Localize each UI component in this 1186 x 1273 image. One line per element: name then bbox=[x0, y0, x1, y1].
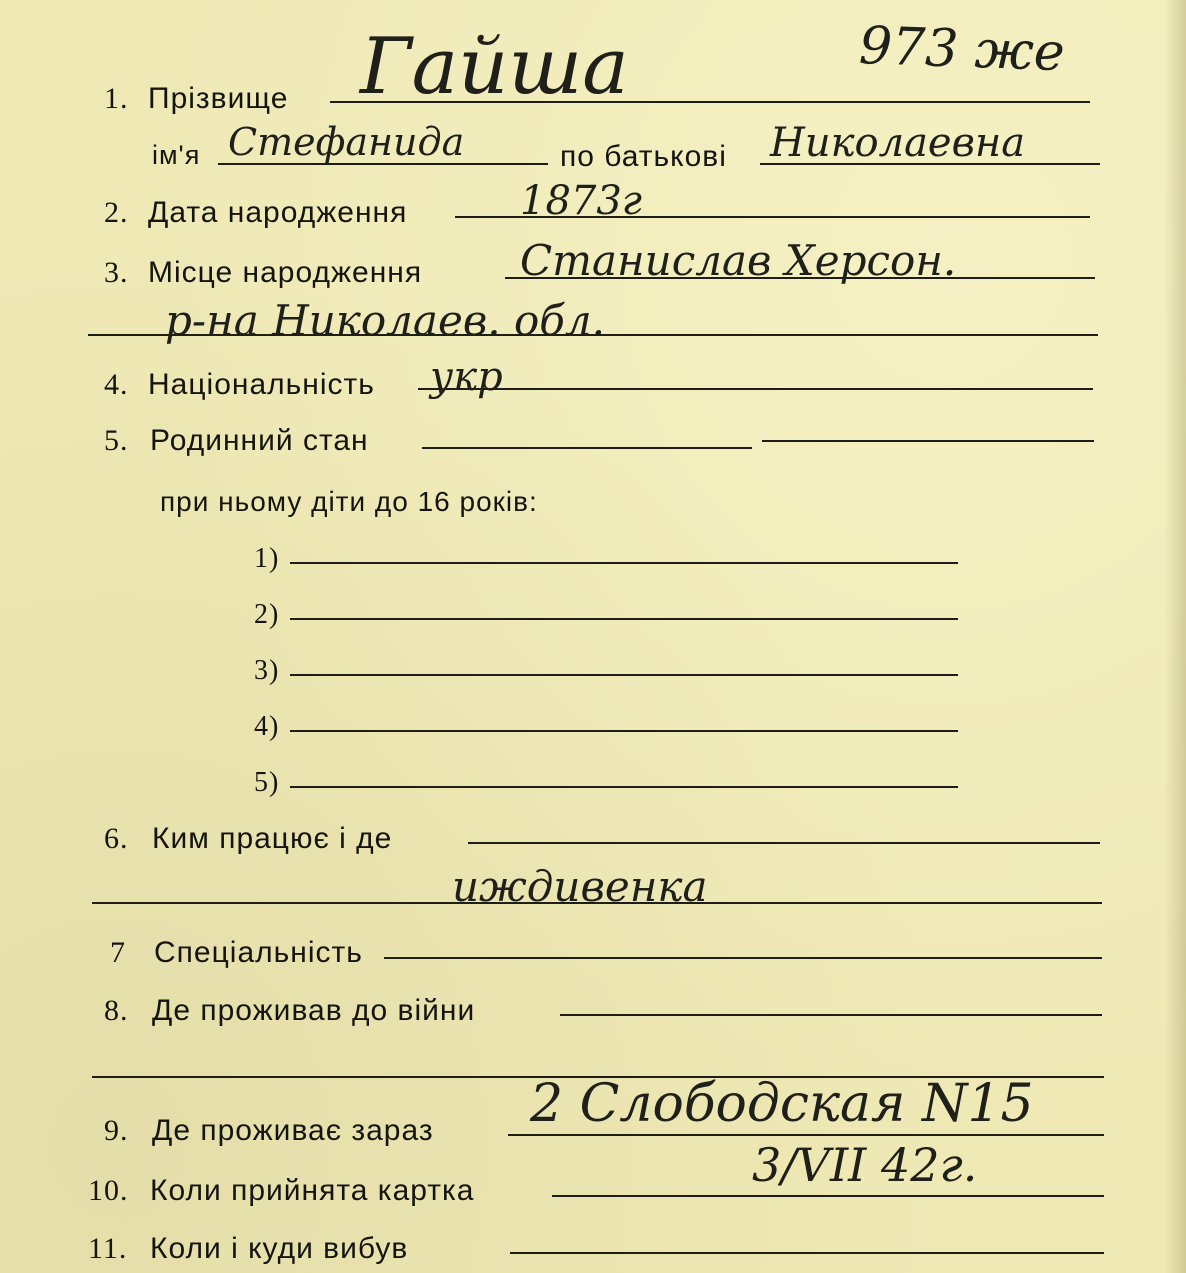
field-11-line bbox=[510, 1252, 1104, 1254]
field-4-line bbox=[418, 388, 1093, 390]
child-2-number: 2) bbox=[254, 599, 280, 630]
field-6-number: 6. bbox=[104, 822, 129, 855]
field-6-line-2 bbox=[92, 902, 1102, 904]
field-5-label: Родинний стан bbox=[150, 424, 369, 457]
field-3-value-line2: р-на Николаев. обл. bbox=[165, 296, 605, 345]
field-4-value: укр bbox=[430, 354, 503, 400]
child-3-line bbox=[290, 674, 958, 676]
field-9-number: 9. bbox=[104, 1114, 129, 1147]
field-11-label: Коли і куди вибув bbox=[150, 1232, 409, 1265]
field-11-number: 11. bbox=[88, 1232, 128, 1265]
field-5-line-b bbox=[762, 440, 1094, 442]
field-3-number: 3. bbox=[104, 256, 129, 289]
field-7-line bbox=[384, 957, 1102, 959]
field-9-line bbox=[508, 1134, 1104, 1136]
name-value: Стефанида bbox=[228, 120, 465, 164]
field-6-line bbox=[468, 842, 1100, 844]
field-2-number: 2. bbox=[104, 196, 129, 229]
field-7-number: 7 bbox=[110, 936, 126, 969]
children-label: при ньому діти до 16 років: bbox=[160, 486, 538, 517]
paper-edge bbox=[1164, 0, 1186, 1273]
field-7-label: Спеціальність bbox=[154, 936, 363, 969]
field-3-label: Місце народження bbox=[148, 256, 423, 289]
child-5-number: 5) bbox=[254, 767, 280, 798]
reference-note: 973 же bbox=[858, 16, 1066, 84]
patronymic-label: по батькові bbox=[560, 140, 727, 173]
field-6-label: Ким працює і де bbox=[152, 822, 393, 855]
field-3-value: Станислав Херсон. bbox=[520, 236, 957, 285]
field-8-number: 8. bbox=[104, 994, 129, 1027]
child-4-number: 4) bbox=[254, 711, 280, 742]
child-5-line bbox=[290, 786, 958, 788]
field-6-value: иждивенка bbox=[452, 862, 708, 911]
child-2-line bbox=[290, 618, 958, 620]
field-10-line bbox=[552, 1195, 1104, 1197]
field-4-number: 4. bbox=[104, 368, 129, 401]
child-4-line bbox=[290, 730, 958, 732]
field-1-value: Гайша bbox=[360, 22, 629, 112]
field-5-line bbox=[422, 447, 752, 449]
field-2-label: Дата народження bbox=[148, 196, 408, 229]
field-10-value: 3/VII 42г. bbox=[752, 1138, 978, 1192]
field-4-label: Національність bbox=[148, 368, 375, 401]
child-1-line bbox=[290, 562, 958, 564]
field-8-line bbox=[560, 1014, 1102, 1016]
field-10-label: Коли прийнята картка bbox=[150, 1174, 475, 1207]
field-9-label: Де проживає зараз bbox=[152, 1114, 434, 1147]
field-1-label: Прізвище bbox=[148, 82, 289, 115]
field-10-number: 10. bbox=[88, 1174, 129, 1207]
field-1-number: 1. bbox=[104, 82, 129, 115]
field-9-value: 2 Слободская N15 bbox=[530, 1074, 1034, 1134]
child-1-number: 1) bbox=[254, 543, 280, 574]
field-5-number: 5. bbox=[104, 424, 129, 457]
field-8-label: Де проживав до війни bbox=[152, 994, 476, 1027]
patronymic-value: Николаевна bbox=[770, 120, 1026, 166]
name-label: ім'я bbox=[152, 140, 201, 170]
field-2-value: 1873г bbox=[520, 178, 643, 224]
child-3-number: 3) bbox=[254, 655, 280, 686]
